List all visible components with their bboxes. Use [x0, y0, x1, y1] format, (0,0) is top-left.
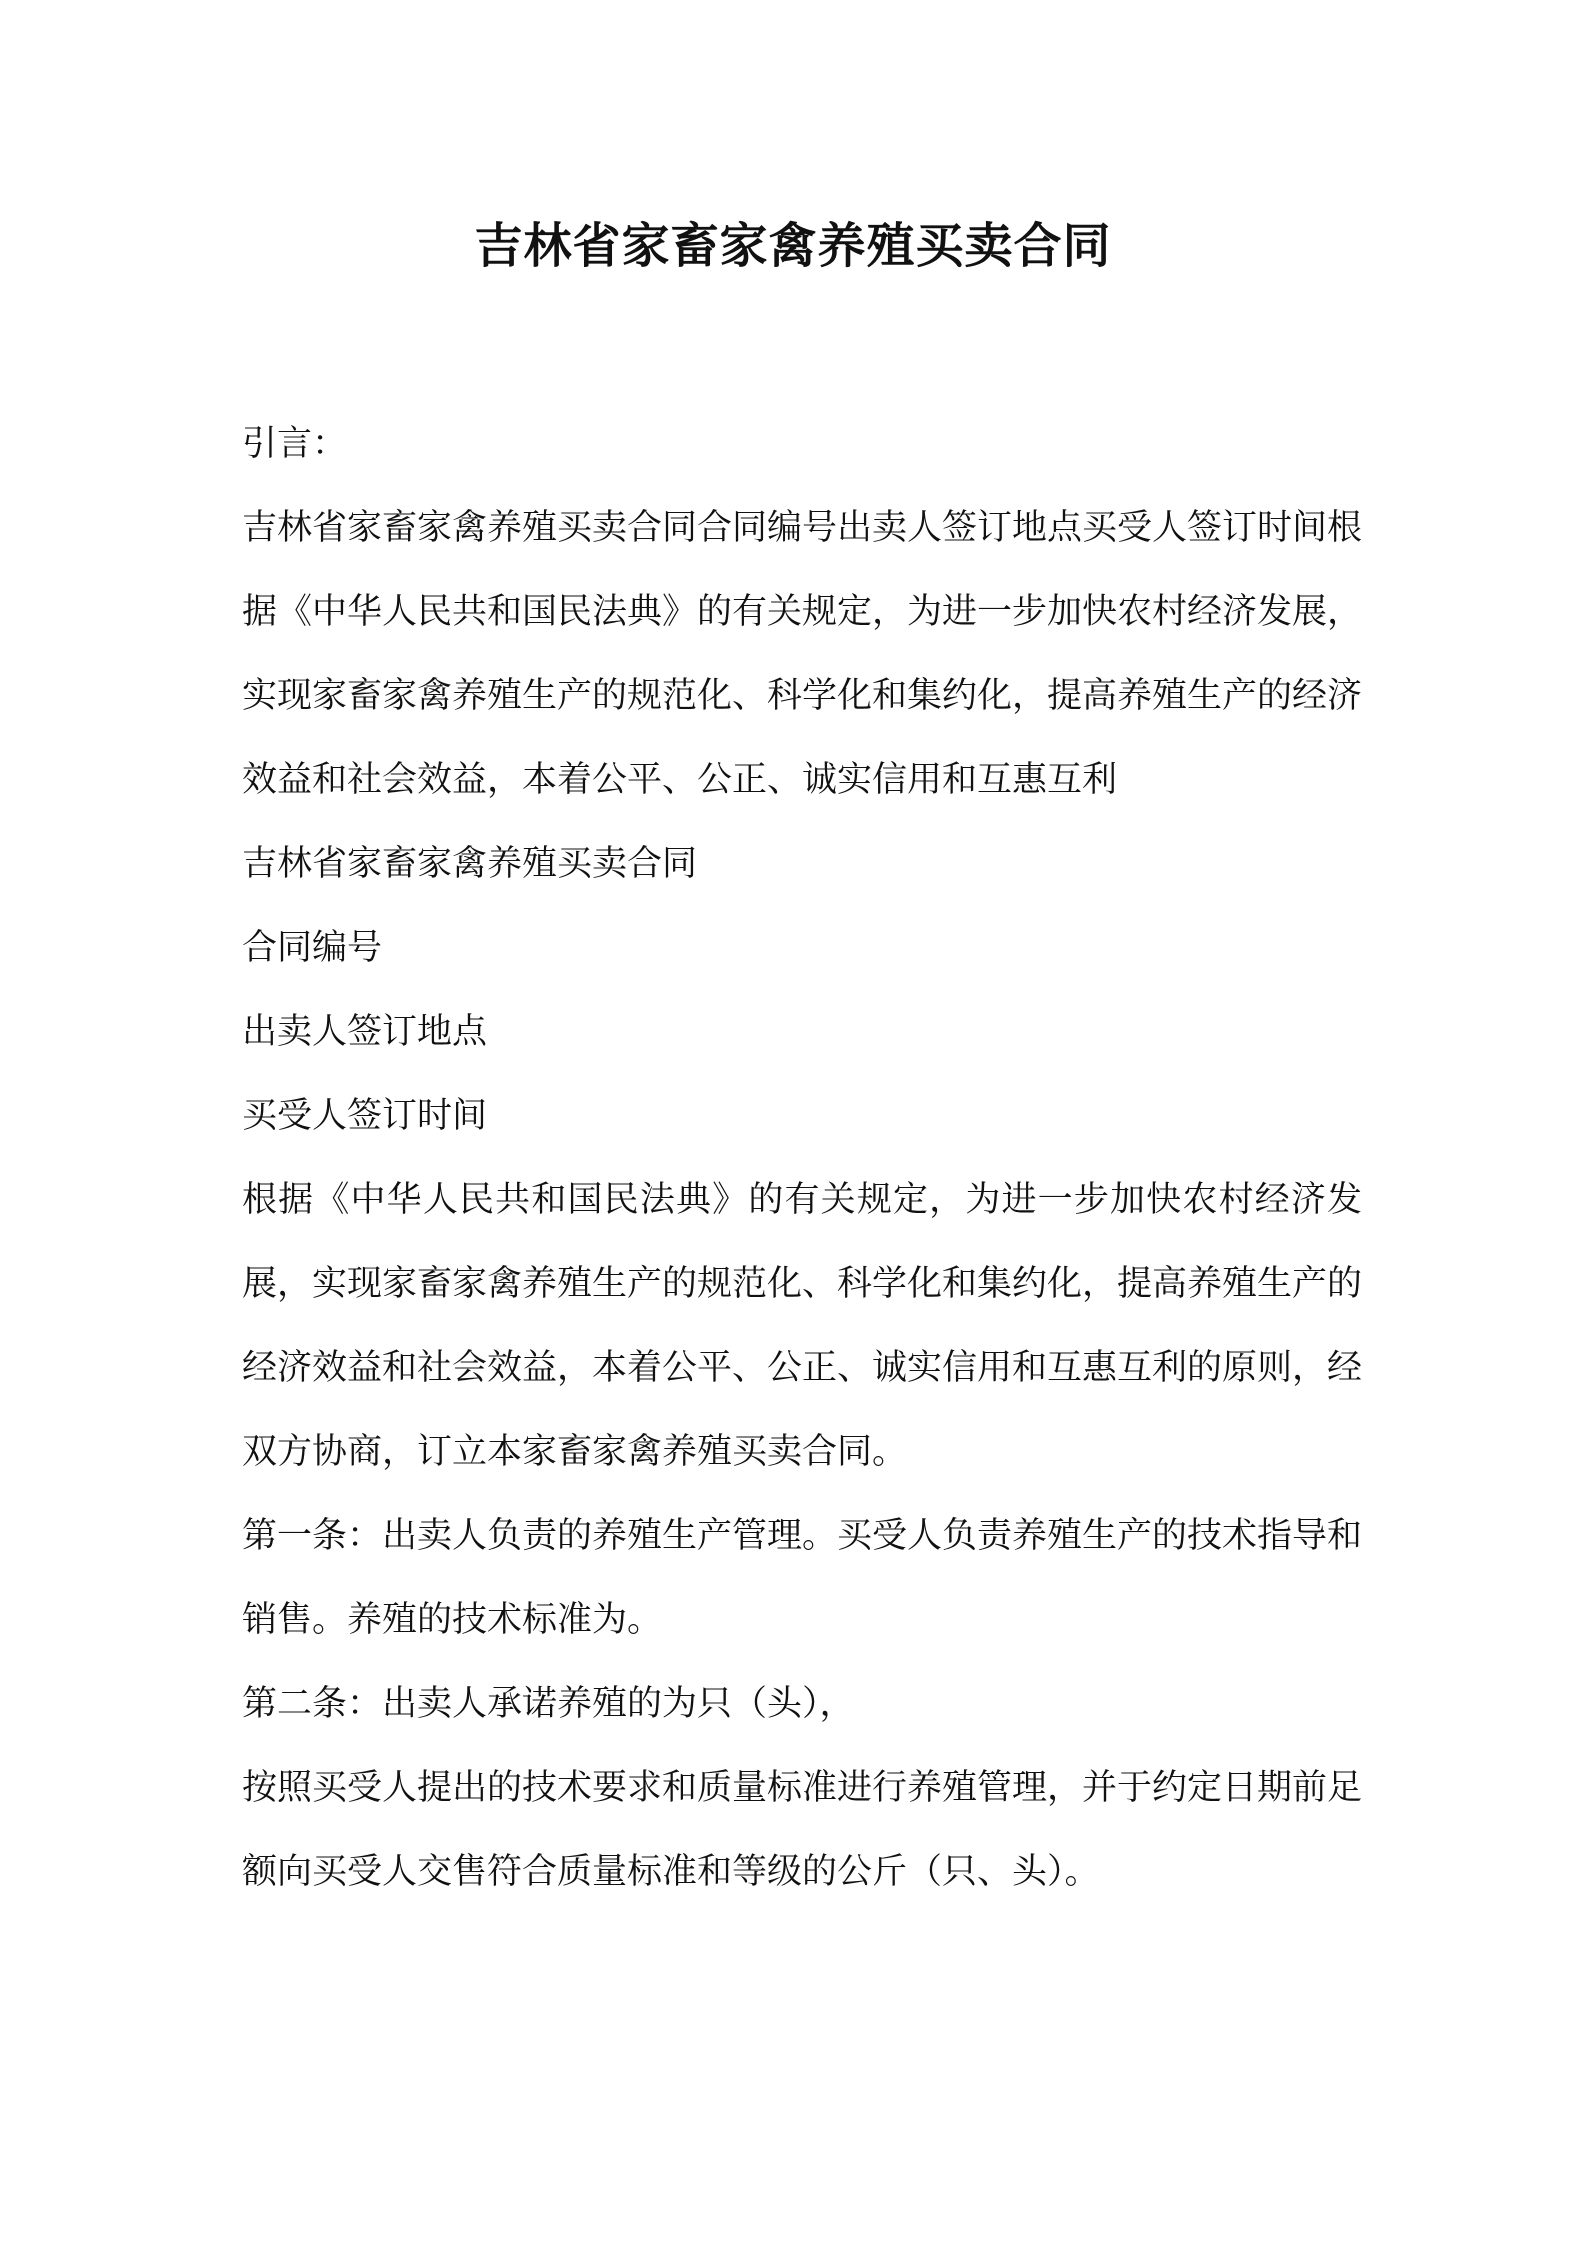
document-body	[242, 402, 1362, 1914]
buyer-time-line: 买受人签订时间	[242, 1096, 488, 1136]
article-2: 第二条：出卖人承诺养殖的为只（头），	[242, 1684, 855, 1724]
intro-heading: 引言：	[242, 424, 348, 464]
article-2-continued: 按照买受人提出的技术要求和质量标准进行养殖管理，并于约定日期前足额向买受人交售符合质量标准和等级的公斤（只、头）。	[242, 1768, 1363, 1892]
intro-paragraph: 吉林省家畜家禽养殖买卖合同合同编号出卖人签订地点买受人签订时间根据《中华人民共和国民法典》的有关规定，为进一步加快农村经济发展，实现家畜家禽养殖生产的规范化、科学化和集约化，提高养殖生产的经济效益和社会效益，本着公平、公正、诚实信用和互惠互利	[242, 508, 1363, 800]
seller-location-line: 出卖人签订地点	[242, 1012, 488, 1052]
preamble-paragraph: 根据《中华人民共和国民法典》的有关规定，为进一步加快农村经济发展，实现家畜家禽养殖生产的规范化、科学化和集约化，提高养殖生产的经济效益和社会效益，本着公平、公正、诚实信用和互惠互利的原则，经双方协商，订立本家畜家禽养殖买卖合同。	[242, 1180, 1363, 1472]
article-1: 第一条：出卖人负责的养殖生产管理。买受人负责养殖生产的技术指导和销售。养殖的技术标准为。	[242, 1516, 1363, 1640]
contract-number-line: 合同编号	[242, 928, 383, 968]
document-title: 吉林省家畜家禽养殖买卖合同	[474, 218, 1112, 274]
contract-name-line: 吉林省家畜家禽养殖买卖合同	[242, 844, 698, 884]
